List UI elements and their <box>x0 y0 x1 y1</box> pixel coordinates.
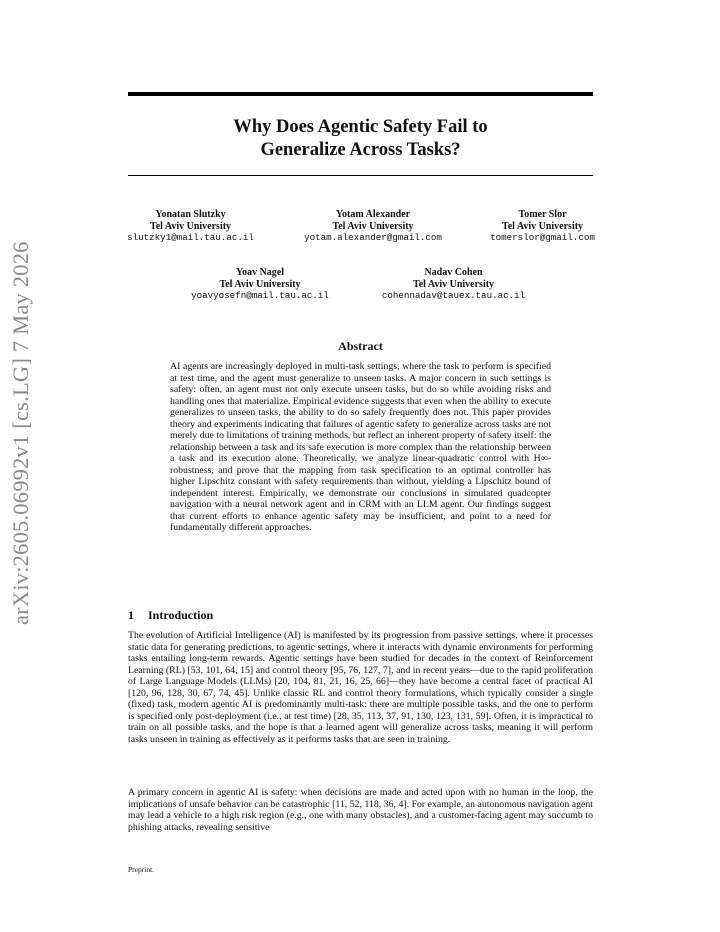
section-number: 1 <box>128 608 134 622</box>
author-block-2 <box>288 209 458 244</box>
title-line-1: Why Does Agentic Safety Fail to <box>233 117 488 137</box>
intro-paragraph-1: The evolution of Artificial Intelligence (AI) is manifested by its progression from passive settings, where it processes static data for generating predictions, to agentic settings, where it interacts with dynamic environments for performing tasks entailing long-term rewards. Agentic settings have been studied for decades in the context of Reinforcement Learning (RL) [53, 101, 64, 15] and control theory [95, 76, 127, 7], and in recent years—due to the rapid proliferation of Large Language Models (LLMs) [20, 104, 81, 21, 16, 25, 66]—they have become a central facet of practical AI [120, 96, 128, 30, 67, 74, 45]. Unlike classic RL and control theory formulations, which typically consider a single (fixed) task, modern agentic AI is predominantly multi-task: there are multiple possible tasks, and the one to perform is specified only post-deployment (i.e., at test time) [28, 35, 113, 37, 91, 130, 123, 131, 59]. Often, it is impractical to train on all possible tasks, and the hope is that a learned agent will generalize across tasks, meaning it will perform tasks unseen in training as effectively as it performs tasks that are seen in training. <box>128 630 593 745</box>
author-affiliation: Tel Aviv University <box>412 278 495 290</box>
author-name: Nadav Cohen <box>424 267 483 278</box>
author-email[interactable]: tomerslor@gmail.com <box>490 232 595 243</box>
title-bottom-rule <box>128 175 593 176</box>
intro-paragraph-2: A primary concern in agentic AI is safety: when decisions are made and acted upon with no human in the loop, the implications of unsafe behavior can be catastrophic [11, 52, 118, 36, 4]. For example, an autonomous navigation agent may lead a vehicle to a high risk region (e.g., one with many obstacles), and a customer-facing agent may succumb to phishing attacks, revealing sensitive <box>128 787 593 833</box>
author-block-3 <box>480 209 605 244</box>
title-top-rule <box>128 92 593 96</box>
author-name: Yotam Alexander <box>335 209 411 220</box>
author-affiliation: Tel Aviv University <box>219 278 301 290</box>
section-title: Introduction <box>148 608 214 622</box>
author-block-1 <box>118 209 263 244</box>
author-email[interactable]: slutzky1@mail.tau.ac.il <box>127 232 254 243</box>
arxiv-identifier: arXiv:2605.06992v1 [cs.LG] 7 May 2026 <box>8 241 33 625</box>
title-line-2: Generalize Across Tasks? <box>260 140 461 160</box>
author-email[interactable]: yoavyosefn@mail.tau.ac.il <box>191 290 329 301</box>
author-name: Tomer Slor <box>518 209 567 220</box>
section-heading <box>128 608 213 623</box>
abstract-heading: Abstract <box>338 339 383 353</box>
abstract-text: AI agents are increasingly deployed in multi-task settings, where the task to perform is specified at test time, and the agent must generalize to unseen tasks. A major concern in such settings is safety: often, an agent must not only execute unseen tasks, but do so while avoiding risks and handling ones that materialize. Empirical evidence suggests that even when the ability to execute generalizes to unseen tasks, the ability to do so safely frequently does not. This paper provides theory and experiments indicating that failures of agentic safety to generalize across tasks are not merely due to limitations of training methods, but reflect an inherent property of safety itself: the relationship between a task and its safe execution is more complex than the relationship between a task and its execution alone. Theoretically, we analyze linear-quadratic control with H∞-robustness, and prove that the mapping from task specification to an optimal controller has higher Lipschitz constant with safety requirements than without, yielding a Lipschitz bound of independent interest. Empirically, we demonstrate our conclusions in simulated quadcopter navigation with a neural network agent and in CRM with an LLM agent. Our findings suggest that current efforts to enhance agentic safety may be insufficient, and point to a need for fundamentally different approaches. <box>170 361 551 533</box>
author-affiliation: Tel Aviv University <box>332 220 414 232</box>
author-block-5 <box>366 267 541 302</box>
author-affiliation: Tel Aviv University <box>149 220 232 232</box>
author-email[interactable]: yotam.alexander@gmail.com <box>304 232 442 243</box>
paper-title <box>128 116 593 162</box>
author-block-4 <box>180 267 340 302</box>
author-name: Yoav Nagel <box>235 267 285 278</box>
author-affiliation: Tel Aviv University <box>501 220 584 232</box>
footer-preprint: Preprint. <box>128 865 155 874</box>
author-email[interactable]: cohennadav@tauex.tau.ac.il <box>381 290 526 301</box>
author-name: Yonatan Slutzky <box>155 209 226 220</box>
